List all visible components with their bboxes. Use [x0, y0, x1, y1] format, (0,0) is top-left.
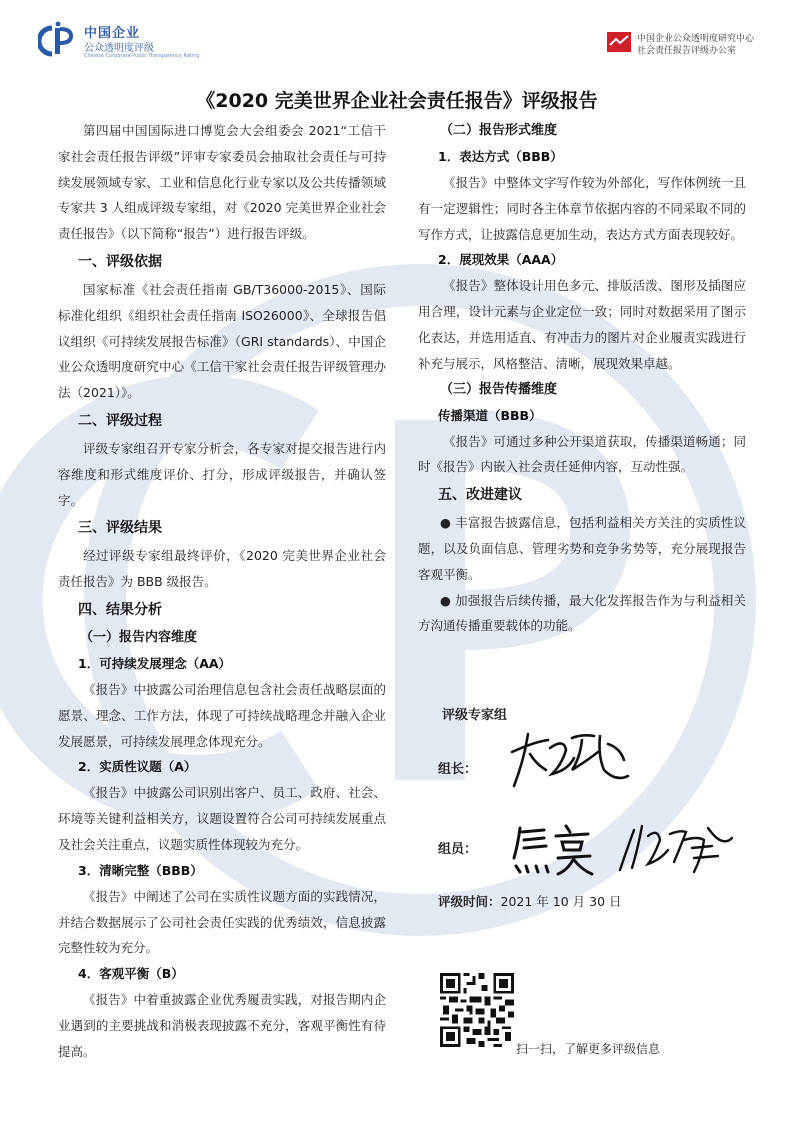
section-result-text: 经过评级专家组最终评价，《2020 完美世界企业社会责任报告》为 BBB 级报告。: [58, 548, 386, 590]
item-channel-heading: 传播渠道（BBB）: [438, 407, 542, 423]
member-signatures: [508, 818, 738, 880]
section-result-heading: 三、评级结果: [78, 520, 162, 537]
signature-section: [438, 700, 758, 920]
office-name-line1: 中国企业公众透明度研究中心: [637, 34, 755, 44]
section-analysis-heading: 四、结果分析: [78, 601, 162, 618]
section-process-text: 评级专家组召开专家分析会，各专家对提交报告进行内容维度和形式维度评价、打分，形成评级报告，并确认签字。: [58, 440, 386, 508]
date-value: 2021 年 10 月 30 日: [500, 894, 622, 909]
section-suggestions-heading: 五、改进建议: [438, 487, 522, 504]
form-dimension-heading: （二）报告形式维度: [440, 123, 558, 138]
right-column: [418, 118, 746, 639]
report-office-icon: [607, 32, 631, 52]
logo-right: [607, 30, 767, 56]
suggestion-item-1: ● 丰富报告披露信息，包括利益相关方关注的实质性议题，以及负面信息、管理劣势和竞争劣势等，充分展现报告客观平衡。: [418, 515, 746, 582]
qr-code[interactable]: [440, 973, 514, 1047]
item-presentation-heading: 2．展现效果（AAA）: [438, 252, 564, 268]
member-label: 组员：: [438, 842, 478, 857]
item-sustainability-heading: 1．可持续发展理念（AA）: [78, 655, 232, 671]
expert-panel-title: 评级专家组: [442, 708, 508, 723]
item-materiality-text: 《报告》中披露公司识别出客户、员工、政府、社会、环境等关键利益相关方，议题设置符合公司可持续发展重点及社会关注重点，议题实质性体现较为充分。: [58, 785, 386, 852]
section-basis-text: 国家标准《社会责任指南 GB/T36000-2015》、国际标准化组织《组织社会责任指南 ISO26000》、全球报告倡议组织《可持续发展报告标准》（GRI standards）、中国企业公众透明度研究中心《工信干家社会责任报告评级管理办法（2021）》。: [58, 281, 386, 401]
communication-dimension-heading: （三）报告传播维度: [440, 381, 558, 397]
item-channel-text: 《报告》可通过多种公开渠道获取，传播渠道畅通；同时《报告》内嵌入社会责任延伸内容，互动性强。: [418, 433, 746, 475]
content-dimension-heading: （一）报告内容维度: [80, 629, 198, 645]
item-sustainability-text: 《报告》中披露公司治理信息包含社会责任战略层面的愿景、理念、工作方法，体现了可持续战略理念并融入企业发展愿景，可持续发展理念体现充分。: [58, 681, 386, 749]
item-presentation-text: 《报告》整体设计用色多元、排版活泼、图形及插图应用合理，设计元素与企业定位一致；同时对数据采用了图示化表达，并选用适直、有冲击力的图片对企业履责实践进行补充与展示，风格整洁、清晰，展现效果卓越。: [418, 278, 746, 371]
logo-en-line: Chinese Corporate Public Transparency Rating: [84, 53, 200, 59]
cp-logo-icon: [38, 20, 78, 60]
logo-cn-line2: 公众透明度评级: [84, 43, 154, 54]
item-expression-text: 《报告》中整体文字写作较为外部化，写作体例统一且有一定逻辑性；同时各主体章节依据内容的不同采取不同的写作方式，让披露信息更加生动，表达方式方面表现较好。: [418, 175, 746, 242]
section-basis-heading: 一、评级依据: [78, 253, 162, 270]
leader-signature: [504, 730, 634, 790]
section-process-heading: 二、评级过程: [78, 412, 162, 429]
page-header: [0, 0, 794, 70]
logo-left: [38, 20, 200, 62]
leader-label: 组长：: [438, 762, 478, 777]
left-column: [58, 118, 386, 1065]
item-balance-text: 《报告》中着重披露企业优秀履责实践，对报告期内企业遇到的主要挑战和消极表现披露不充分，客观平衡性有待提高。: [58, 992, 386, 1059]
item-materiality-heading: 2．实质性议题（A）: [78, 759, 197, 775]
item-balance-heading: 4．客观平衡（B）: [78, 966, 184, 982]
logo-cn-line1: 中国企业: [84, 26, 141, 41]
qr-caption: 扫一扫，了解更多评级信息: [516, 1042, 661, 1056]
suggestion-item-2: ● 加强报告后续传播，最大化发挥报告作为与利益相关方沟通传播重要载体的功能。: [418, 592, 746, 634]
page-title: 《2020 完美世界企业社会责任报告》评级报告: [196, 90, 598, 112]
date-label: 评级时间：: [438, 894, 501, 909]
office-name-line2: 社会责任报告评级办公室: [637, 46, 737, 56]
intro-paragraph: 第四届中国国际进口博览会大会组委会 2021“工信干家社会责任报告评级”评审专家委员会抽取社会责任与可持续发展领域专家、工业和信息化行业专家以及公共传播领域专家共 3 人组成评级专家组，对《2020 完美世界企业社会责任报告》（以下简称“报告”）进行报告评级。: [58, 123, 386, 242]
item-completeness-heading: 3．清晰完整（BBB）: [78, 862, 203, 878]
item-expression-heading: 1．表达方式（BBB）: [438, 149, 563, 164]
rating-date: [438, 892, 622, 910]
item-completeness-text: 《报告》中阐述了公司在实质性议题方面的实践情况，并结合数据展示了公司社会责任实践的优秀绩效，信息披露完整性较为充分。: [58, 888, 386, 956]
